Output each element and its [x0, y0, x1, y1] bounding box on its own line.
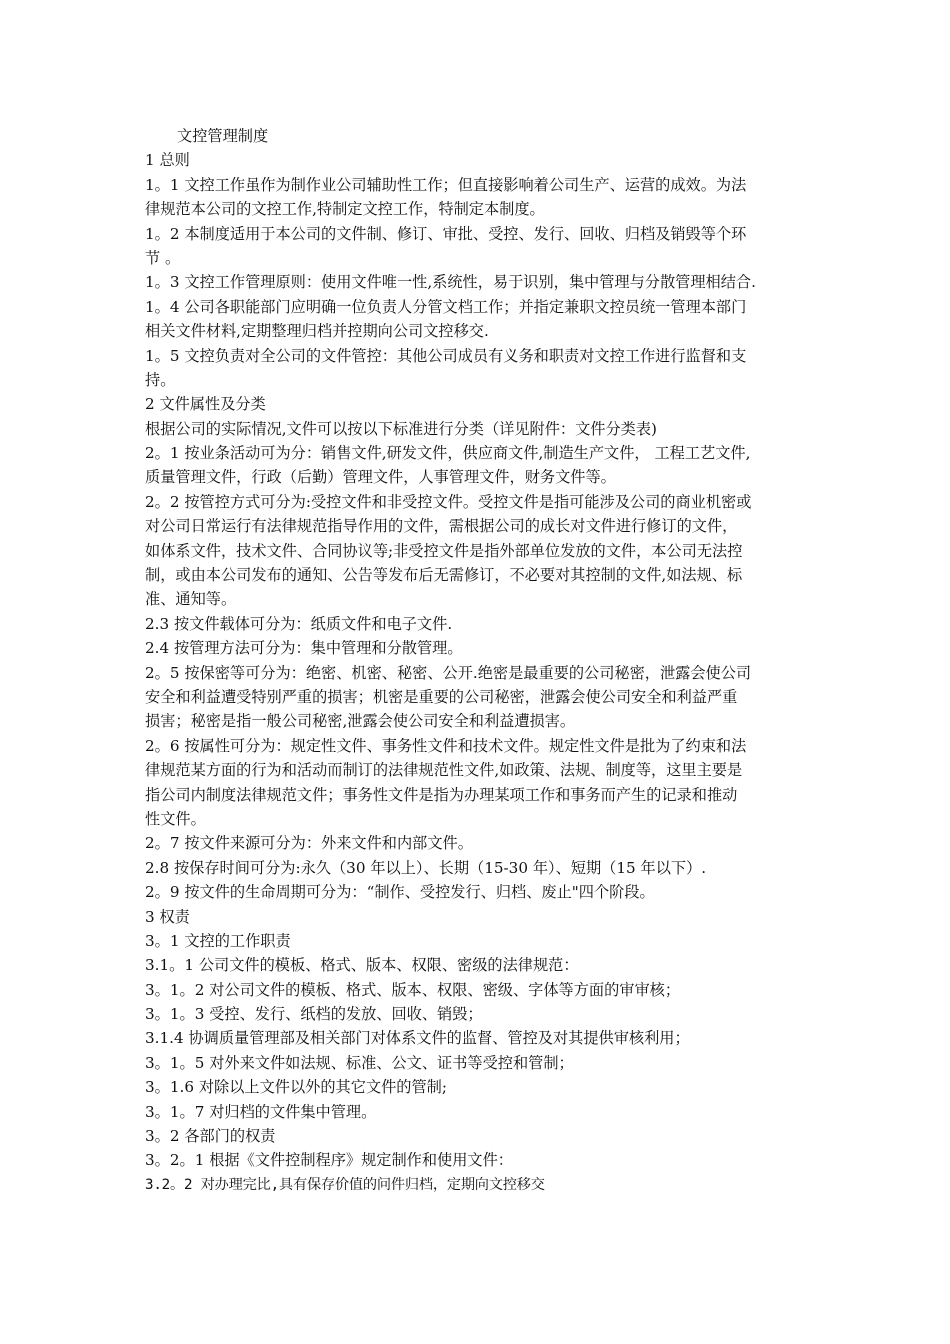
paragraph-line: 2。7 按文件来源可分为：外来文件和内部文件。	[145, 834, 473, 853]
paragraph-line: 1。1 文控工作虽作为制作业公司辅助性工作；但直接影响着公司生产、运营的成效。为法	[145, 175, 747, 194]
paragraph-line: 质量管理文件，行政（后勤）管理文件，人事管理文件，财务文件等。	[145, 468, 616, 487]
paragraph-line: 安全和利益遭受特别严重的损害；机密是重要的公司秘密，泄露会使公司安全和利益严重	[145, 687, 738, 706]
paragraph-line: 1。4 公司各职能部门应明确一位负责人分管文档工作；并指定兼职文控员统一管理本部门	[145, 297, 747, 316]
paragraph-line: 性文件。	[145, 809, 206, 828]
paragraph-line: 1。2 本制度适用于本公司的文件制、修订、审批、受控、发行、回收、归档及销毁等个环	[145, 224, 747, 243]
paragraph-line: 3.1。1 公司文件的模板、格式、版本、权限、密级的法律规范：	[145, 956, 579, 975]
paragraph-line: 2。6 按属性可分为：规定性文件、事务性文件和技术文件。规定性文件是批为了约束和法	[145, 736, 747, 755]
paragraph-line: 2。9 按文件的生命周期可分为：“制作、受控发行、归档、废止"四个阶段。	[145, 883, 655, 902]
paragraph-line: 2。5 按保密等可分为：绝密、机密、秘密、公开.绝密是最重要的公司秘密，泄露会使公司	[145, 663, 752, 682]
paragraph-line: 1。5 文控负责对全公司的文件管控：其他公司成员有义务和职责对文控工作进行监督和支	[145, 346, 747, 365]
paragraph-line: 1 总则	[145, 151, 190, 170]
paragraph-line: 3。1.6 对除以上文件以外的其它文件的管制;	[145, 1078, 447, 1097]
paragraph-line: 2。2 按管控方式可分为:受控文件和非受控文件。受控文件是指可能涉及公司的商业机密或	[145, 492, 752, 511]
document-body	[145, 124, 825, 1197]
paragraph-line: 相关文件材料,定期整理归档并控期向公司文控移交.	[145, 322, 489, 341]
paragraph-line: 指公司内制度法律规范文件；事务性文件是指为办理某项工作和事务而产生的记录和推动	[145, 785, 738, 804]
paragraph-line: 2。1 按业条活动可为分：销售文件,研发文件，供应商文件,制造生产文件， 工程工艺文件,	[145, 444, 751, 463]
paragraph-line: 律规范本公司的文控工作,特制定文控工作，特制定本制度。	[145, 200, 545, 219]
section-heading: 3 权责	[145, 907, 190, 926]
paragraph-line: 3。2。1 根据《文件控制程序》规定制作和使用文件：	[145, 1151, 513, 1170]
paragraph-line: 制，或由本公司发布的通知、公告等发布后无需修订，不必要对其控制的文件,如法规、标	[145, 566, 743, 585]
paragraph-line: 损害；秘密是指一般公司秘密,泄露会使公司安全和利益遭损害。	[145, 712, 576, 731]
section-heading: 2 文件属性及分类	[145, 395, 266, 414]
paragraph-line: 3.1.4 协调质量管理部及相关部门对体系文件的监督、管控及对其提供审核利用；	[145, 1029, 690, 1048]
paragraph-line: 根据公司的实际情况,文件可以按以下标准进行分类（详见附件：文件分类表)	[145, 419, 657, 438]
paragraph-line: 3。2 各部门的权责	[145, 1127, 276, 1146]
paragraph-line: 3。1。7 对归档的文件集中管理。	[145, 1102, 377, 1121]
document-title: 文控管理制度	[177, 127, 269, 145]
paragraph-line: 3.2。2 对办理完比,具有保存价值的问件归档，定期向文控移交	[145, 1176, 545, 1193]
paragraph-line: 对公司日常运行有法律规范指导作用的文件，需根据公司的成长对文件进行修订的文件，	[145, 517, 738, 536]
paragraph-line: 3。1 文控的工作职责	[145, 931, 291, 950]
paragraph-line: 律规范某方面的行为和活动而制订的法律规范性文件,如政策、法规、制度等，这里主要是	[145, 761, 743, 780]
paragraph-line: 2.8 按保存时间可分为:永久（30 年以上）、长期（15-30 年）、短期（15 年以下）.	[145, 858, 707, 877]
paragraph-line: 节 。	[145, 248, 181, 267]
paragraph-line: 3。1。2 对公司文件的模板、格式、版本、权限、密级、字体等方面的审审核；	[145, 980, 681, 999]
paragraph-line: 准、通知等。	[145, 590, 237, 609]
paragraph-line: 持。	[145, 370, 176, 389]
paragraph-line: 3。1。5 对外来文件如法规、标准、公文、证书等受控和管制；	[145, 1053, 574, 1072]
paragraph-line: 2.3 按文件载体可分为：纸质文件和电子文件.	[145, 614, 453, 633]
paragraph-line: 2.4 按管理方法可分为：集中管理和分散管理。	[145, 639, 463, 658]
paragraph-line: 3。1。3 受控、发行、纸档的发放、回收、销毁；	[145, 1005, 483, 1024]
paragraph-line: 1。3 文控工作管理原则：使用文件唯一性,系统性，易于识别，集中管理与分散管理相结合.	[145, 273, 756, 292]
paragraph-line: 如体系文件，技术文件、合同协议等;非受控文件是指外部单位发放的文件，本公司无法控	[145, 541, 743, 560]
